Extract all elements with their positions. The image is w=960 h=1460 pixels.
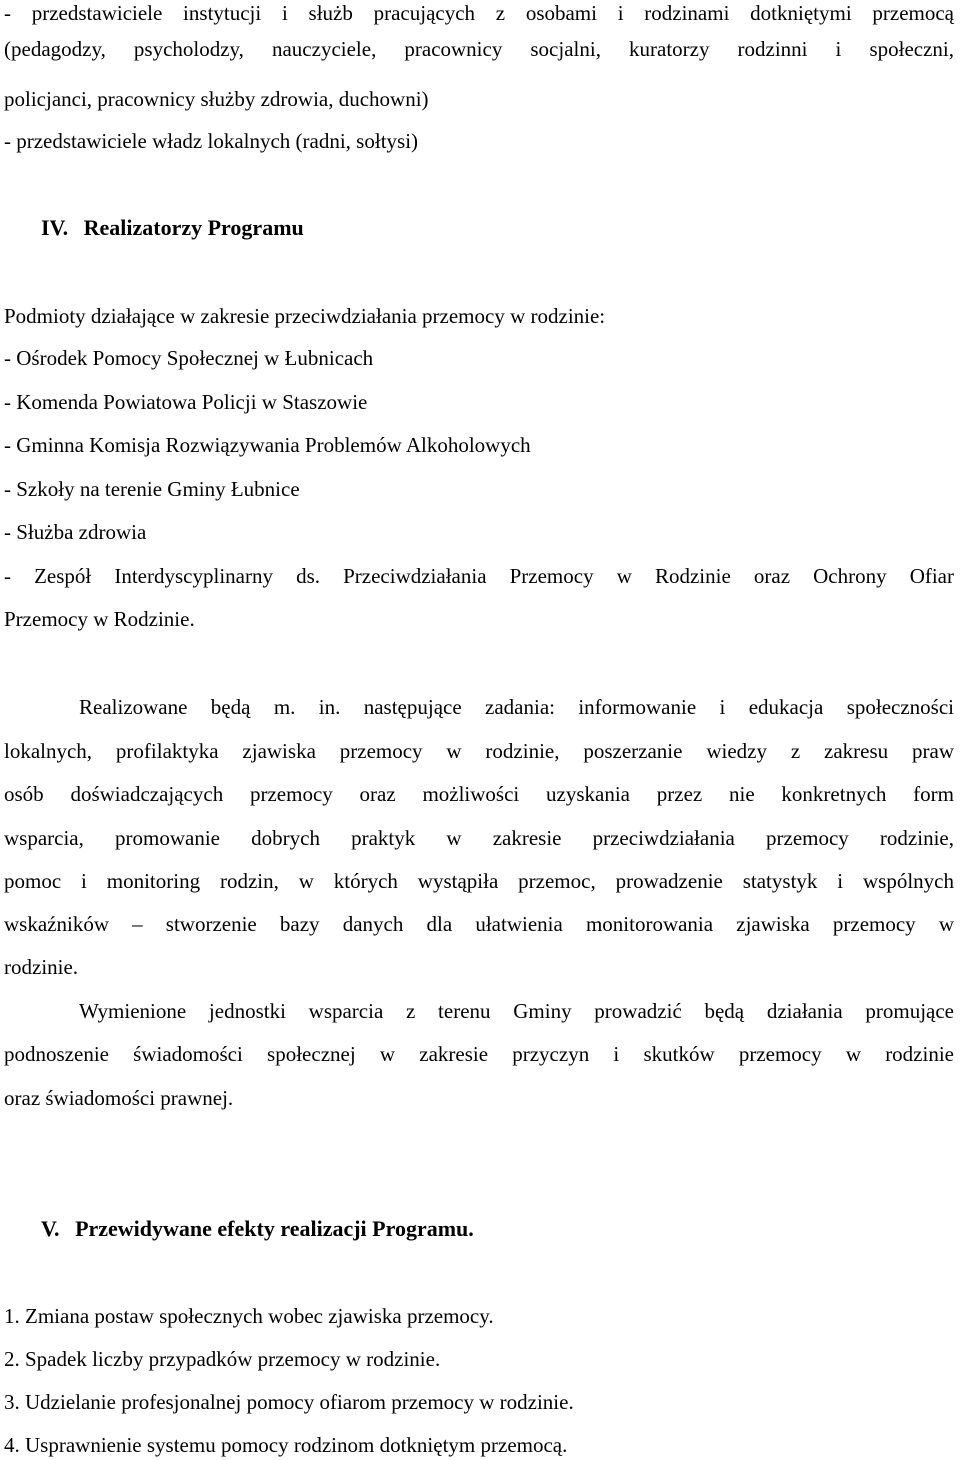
paragraph-line: wsparcia, promowanie dobrych praktyk w zakresie przeciwdziałania przemocy rodzinie, — [4, 826, 954, 850]
list-item: 4. Usprawnienie systemu pomocy rodzinom dotkniętym przemocą. — [4, 1433, 568, 1457]
list-item: - Ośrodek Pomocy Społecznej w Łubnicach — [4, 346, 374, 370]
list-item: 3. Udzielanie profesjonalnej pomocy ofiarom przemocy w rodzinie. — [4, 1390, 574, 1414]
section-number: IV. — [41, 215, 69, 240]
paragraph-line: podnoszenie świadomości społecznej w zakresie przyczyn i skutków przemocy w rodzinie — [4, 1042, 954, 1066]
intro-line: (pedagodzy, psycholodzy, nauczyciele, pracownicy socjalni, kuratorzy rodzinni i społeczni, — [4, 37, 954, 61]
section-title: Realizatorzy Programu — [83, 215, 304, 240]
list-item: 1. Zmiana postaw społecznych wobec zjawiska przemocy. — [4, 1304, 494, 1328]
intro-line: policjanci, pracownicy służby zdrowia, duchowni) — [4, 87, 429, 111]
section-title: Przewidywane efekty realizacji Programu. — [75, 1216, 474, 1241]
list-item: - Gminna Komisja Rozwiązywania Problemów Alkoholowych — [4, 433, 531, 457]
list-item: - Służba zdrowia — [4, 520, 147, 544]
paragraph-line: oraz świadomości prawnej. — [4, 1086, 234, 1110]
paragraph-line: lokalnych, profilaktyka zjawiska przemocy w rodzinie, poszerzanie wiedzy z zakresu praw — [4, 739, 954, 763]
intro-line: - przedstawiciele instytucji i służb pracujących z osobami i rodzinami dotkniętymi przemocą — [4, 1, 954, 25]
paragraph-line: Realizowane będą m. in. następujące zadania: informowanie i edukacja społeczności — [79, 695, 954, 719]
section-heading — [41, 214, 304, 242]
paragraph-line: wskaźników – stworzenie bazy danych dla ułatwienia monitorowania zjawiska przemocy w — [4, 912, 954, 936]
paragraph-line: rodzinie. — [4, 955, 79, 979]
section-number: V. — [41, 1216, 60, 1241]
section-lead: Podmioty działające w zakresie przeciwdziałania przemocy w rodzinie: — [4, 304, 606, 328]
paragraph-line: Wymienione jednostki wsparcia z terenu Gminy prowadzić będą działania promujące — [79, 999, 954, 1023]
list-item: - Zespół Interdyscyplinarny ds. Przeciwdziałania Przemocy w Rodzinie oraz Ochrony Ofiar — [4, 564, 954, 588]
list-item: - Komenda Powiatowa Policji w Staszowie — [4, 390, 368, 414]
paragraph-line: pomoc i monitoring rodzin, w których wystąpiła przemoc, prowadzenie statystyk i wspólnych — [4, 869, 954, 893]
paragraph-line: osób doświadczających przemocy oraz możliwości uzyskania przez nie konkretnych form — [4, 782, 954, 806]
list-item: - Szkoły na terenie Gminy Łubnice — [4, 477, 300, 501]
intro-line: - przedstawiciele władz lokalnych (radni, sołtysi) — [4, 129, 419, 153]
list-item-continuation: Przemocy w Rodzinie. — [4, 607, 195, 631]
section-heading — [41, 1215, 474, 1243]
list-item: 2. Spadek liczby przypadków przemocy w rodzinie. — [4, 1347, 441, 1371]
